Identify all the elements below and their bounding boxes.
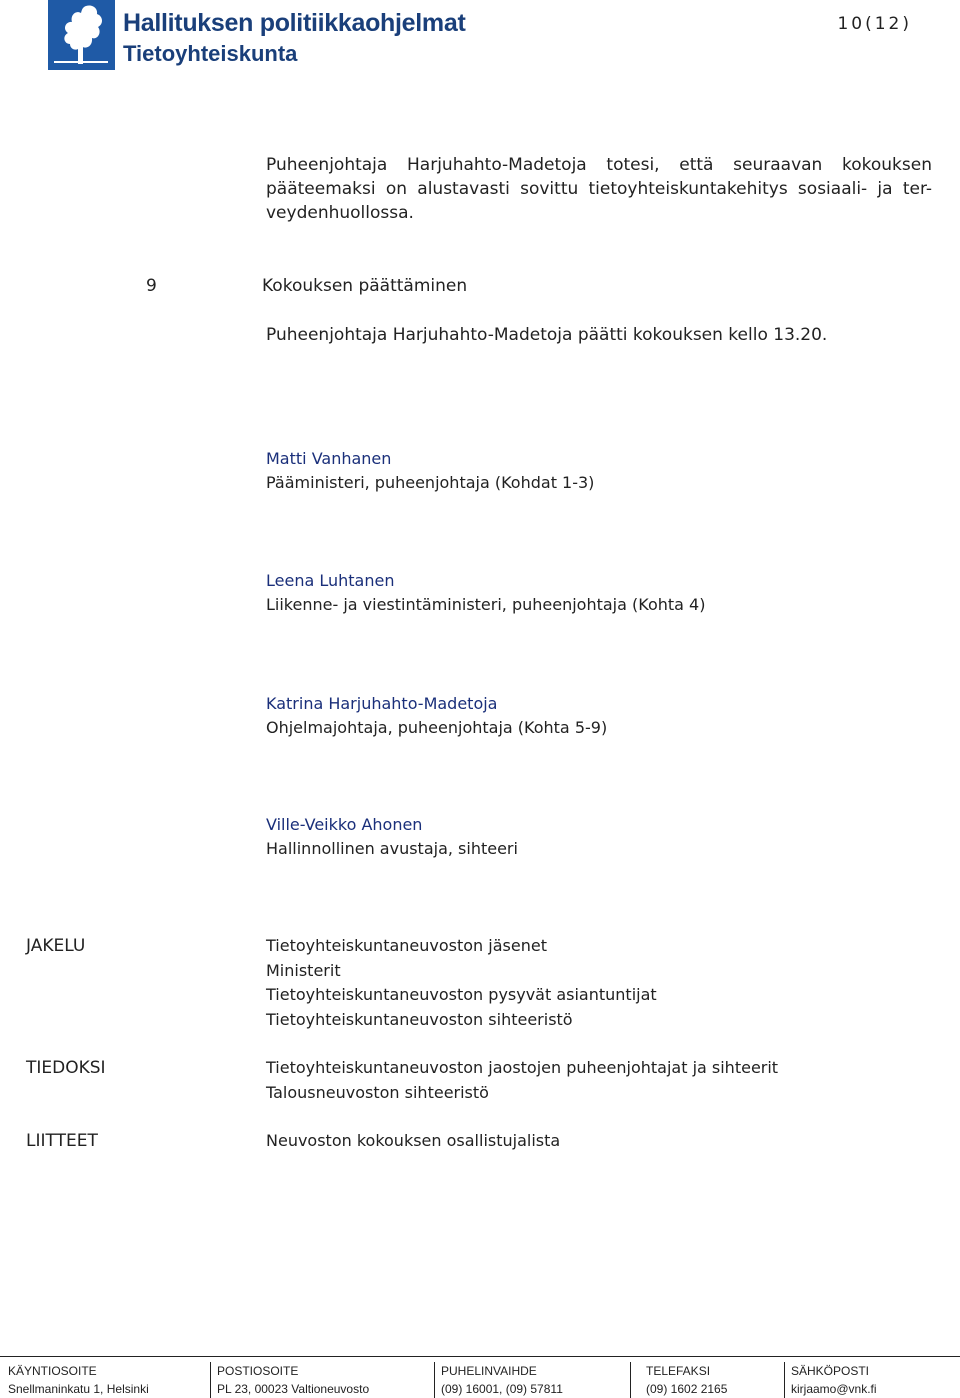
- liitteet-list: [266, 1129, 560, 1154]
- list-item: Tietoyhteiskuntaneuvoston jaostojen puheenjohtajat ja sihteerit: [266, 1058, 779, 1077]
- footer-label: SÄHKÖPOSTI: [791, 1364, 870, 1378]
- footer-label: POSTIOSOITE: [217, 1364, 299, 1378]
- footer-postal-address: [210, 1362, 369, 1398]
- liitteet-label: LIITTEET: [26, 1131, 98, 1151]
- signer-role: Ohjelmajohtaja, puheenjohtaja (Kohta 5-9): [266, 718, 608, 737]
- list-item: Tietoyhteiskuntaneuvoston sihteeristö: [266, 1009, 573, 1029]
- signer-role: Pääministeri, puheenjohtaja (Kohdat 1-3): [266, 473, 595, 492]
- intro-line: pääteemaksi on alustavasti sovittu tietoyhteiskuntakehitys sosiaali- ja ter-: [266, 179, 932, 199]
- page-number: 10(12): [837, 14, 912, 34]
- section-number: 9: [146, 276, 157, 296]
- footer-value: Snellmaninkatu 1, Helsinki: [8, 1382, 149, 1396]
- signer-role: Hallinnollinen avustaja, sihteeri: [266, 839, 518, 858]
- footer-phone: [434, 1362, 563, 1398]
- jakelu-list: [266, 934, 657, 1032]
- footer-email: [784, 1362, 877, 1398]
- footer-fax: [630, 1362, 727, 1398]
- intro-paragraph: [266, 153, 932, 225]
- footer-visiting-address: [0, 1362, 149, 1398]
- org-name-line1: Hallituksen politiikkaohjelmat: [123, 9, 466, 37]
- signer-name: Matti Vanhanen: [266, 449, 392, 468]
- footer-label: TELEFAKSI: [646, 1364, 711, 1378]
- tiedoksi-label: TIEDOKSI: [26, 1058, 106, 1078]
- list-item: Neuvoston kokouksen osallistujalista: [266, 1131, 561, 1150]
- signer-name: Leena Luhtanen: [266, 571, 395, 590]
- signature-block: [266, 447, 594, 495]
- footer-value: kirjaamo@vnk.fi: [791, 1382, 877, 1396]
- footer-label: KÄYNTIOSOITE: [8, 1364, 97, 1378]
- intro-line: veydenhuollossa.: [266, 203, 414, 223]
- footer-value: (09) 1602 2165: [646, 1382, 728, 1396]
- footer-value: PL 23, 00023 Valtioneuvosto: [217, 1382, 370, 1396]
- org-name-line2: Tietoyhteiskunta: [123, 41, 298, 66]
- signature-block: [266, 692, 607, 740]
- list-item: Tietoyhteiskuntaneuvoston jäsenet: [266, 936, 547, 955]
- signer-name: Katrina Harjuhahto-Madetoja: [266, 694, 498, 713]
- logo-emblem: [48, 0, 115, 70]
- signer-name: Ville-Veikko Ahonen: [266, 815, 423, 834]
- closing-text: Puheenjohtaja Harjuhahto-Madetoja päätti kokouksen kello 13.20.: [266, 325, 828, 345]
- signature-block: [266, 813, 518, 861]
- list-item: Talousneuvoston sihteeristö: [266, 1082, 489, 1102]
- footer-label: PUHELINVAIHDE: [441, 1364, 537, 1378]
- intro-line: Puheenjohtaja Harjuhahto-Madetoja totesi, että seuraavan kokouksen: [266, 155, 932, 175]
- tiedoksi-list: [266, 1056, 778, 1105]
- signer-role: Liikenne- ja viestintäministeri, puheenjohtaja (Kohta 4): [266, 595, 706, 614]
- jakelu-label: JAKELU: [26, 936, 86, 956]
- signature-block: [266, 569, 705, 617]
- crest-icon: [48, 0, 115, 70]
- section-title: Kokouksen päättäminen: [262, 276, 468, 296]
- footer-value: (09) 16001, (09) 57811: [441, 1382, 563, 1396]
- footer-divider: [0, 1356, 960, 1357]
- list-item: Ministerit: [266, 960, 341, 980]
- list-item: Tietoyhteiskuntaneuvoston pysyvät asiantuntijat: [266, 985, 657, 1004]
